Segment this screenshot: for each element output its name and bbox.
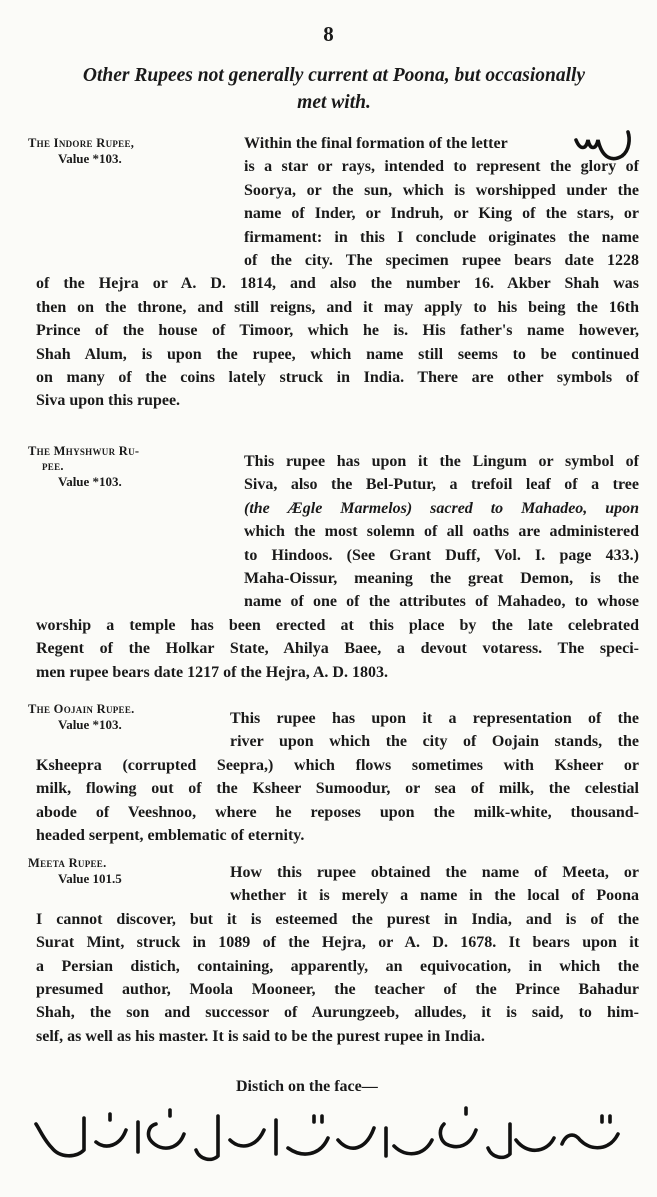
text-line: milk, flowing out of the Ksheer Sumoodur, or sea of milk, the celestial: [36, 780, 639, 798]
text-line: Within the final formation of the letter: [244, 135, 508, 152]
text-line: This rupee has upon it a representation of the: [230, 710, 639, 727]
text-line: headed serpent, emblematic of eternity.: [36, 827, 305, 845]
text-line: Regent of the Holkar State, Ahilya Baee, a devout votaress. The speci-: [36, 640, 639, 658]
page-number: 8: [323, 22, 334, 46]
mhyshwur-para-full: [36, 614, 639, 684]
distich-label: Distich on the face—: [236, 1078, 378, 1095]
text-line: name of Inder, or Indruh, or King of the stars, or: [244, 205, 639, 223]
text-line: Siva, also the Bel-Putur, a trefoil leaf of a tree: [244, 476, 639, 494]
text-line: of the Hejra or A. D. 1814, and also the number 16. Akber Shah was: [36, 275, 639, 293]
section-heading: The Mhyshwur Ru-: [28, 444, 140, 458]
section-heading: Meeta Rupee.: [28, 856, 107, 870]
meeta-para-full: [36, 908, 639, 1048]
text-line: name of one of the attributes of Mahadeo, to whose: [244, 593, 639, 611]
text-line: to Hindoos. (See Grant Duff, Vol. I. page 433.): [244, 546, 639, 564]
section-value: Value *103.: [58, 151, 122, 166]
page-title: [28, 62, 640, 116]
text-line: is a star or rays, intended to represent the glory of: [244, 158, 639, 176]
text-line: abode of Veeshnoo, where he reposes upon the milk-white, thousand-: [36, 803, 639, 821]
oojain-rupee-heading: [28, 702, 135, 732]
text-line: Siva upon this rupee.: [36, 392, 181, 410]
text-line: river upon which the city of Oojain stands, the: [230, 733, 639, 751]
text-line: a Persian distich, containing, apparently, an equivocation, in which the: [36, 957, 639, 975]
oojain-para-indented: [230, 707, 639, 754]
title-line-2: met with.: [297, 92, 371, 113]
text-line: I cannot discover, but it is esteemed the purest in India, and is of the: [36, 910, 639, 928]
text-line: men rupee bears date 1217 of the Hejra, A. D. 1803.: [36, 663, 388, 681]
text-line: firmament: in this I conclude originates the name: [244, 228, 639, 246]
text-line: on many of the coins lately struck in India. There are other symbols of: [36, 369, 639, 387]
text-line: self, as well as his master. It is said to be the purest rupee in India.: [36, 1027, 485, 1045]
text-line: worship a temple has been erected at this place by the late celebrated: [36, 616, 639, 634]
text-line: Ksheepra (corrupted Seepra,) which flows sometimes with Ksheer or: [36, 756, 639, 774]
indore-para-top-1: [244, 132, 566, 155]
title-line-1: Other Rupees not generally current at Poona, but occasionally: [82, 65, 586, 86]
section-value: Value *103.: [58, 474, 122, 489]
meeta-para-indented: [230, 861, 639, 908]
text-line: whether it is merely a name in the local of Poona: [230, 887, 639, 905]
text-line: which the most solemn of all oaths are administered: [244, 523, 639, 541]
text-line: Shah, the son and successor of Aurungzeeb, alludes, it is said, to him-: [36, 1004, 639, 1022]
text-line: This rupee has upon it the Lingum or symbol of: [244, 453, 639, 470]
text-line: Maha-Oissur, meaning the great Demon, is the: [244, 570, 639, 588]
text-line: How this rupee obtained the name of Meeta, or: [230, 864, 639, 881]
indore-rupee-heading: [28, 136, 134, 166]
section-heading: The Oojain Rupee.: [28, 702, 135, 716]
text-line: Prince of the house of Timoor, which he is. His father's name however,: [36, 322, 639, 340]
persian-distich-calligraphy: [14, 1100, 644, 1172]
text-line: then on the throne, and still reigns, and it may apply to his being the 16th: [36, 298, 639, 316]
text-line: Soorya, or the sun, which is worshipped under the: [244, 181, 639, 199]
mhyshwur-para-indented: [244, 450, 639, 614]
oojain-para-full: [36, 754, 639, 848]
mhyshwur-rupee-heading: [28, 444, 139, 489]
section-value: Value 101.5: [58, 871, 122, 886]
indore-para-full: [36, 272, 639, 412]
text-line: Shah Alum, is upon the rupee, which name still seems to be continued: [36, 345, 639, 363]
text-line: Surat Mint, struck in 1089 of the Hejra, or A. D. 1678. It bears upon it: [36, 934, 639, 952]
section-heading: The Indore Rupee,: [28, 136, 135, 150]
meeta-rupee-heading: [28, 856, 122, 886]
section-value: Value *103.: [58, 717, 122, 732]
text-line: (the Ægle Marmelos) sacred to Mahadeo, upon: [244, 499, 639, 517]
text-line: presumed author, Moola Mooneer, the teacher of the Prince Bahadur: [36, 981, 639, 999]
indore-para-indented: [244, 155, 639, 272]
text-line: of the city. The specimen rupee bears date 1228: [244, 252, 639, 270]
section-heading-cont: pee.: [42, 459, 64, 473]
